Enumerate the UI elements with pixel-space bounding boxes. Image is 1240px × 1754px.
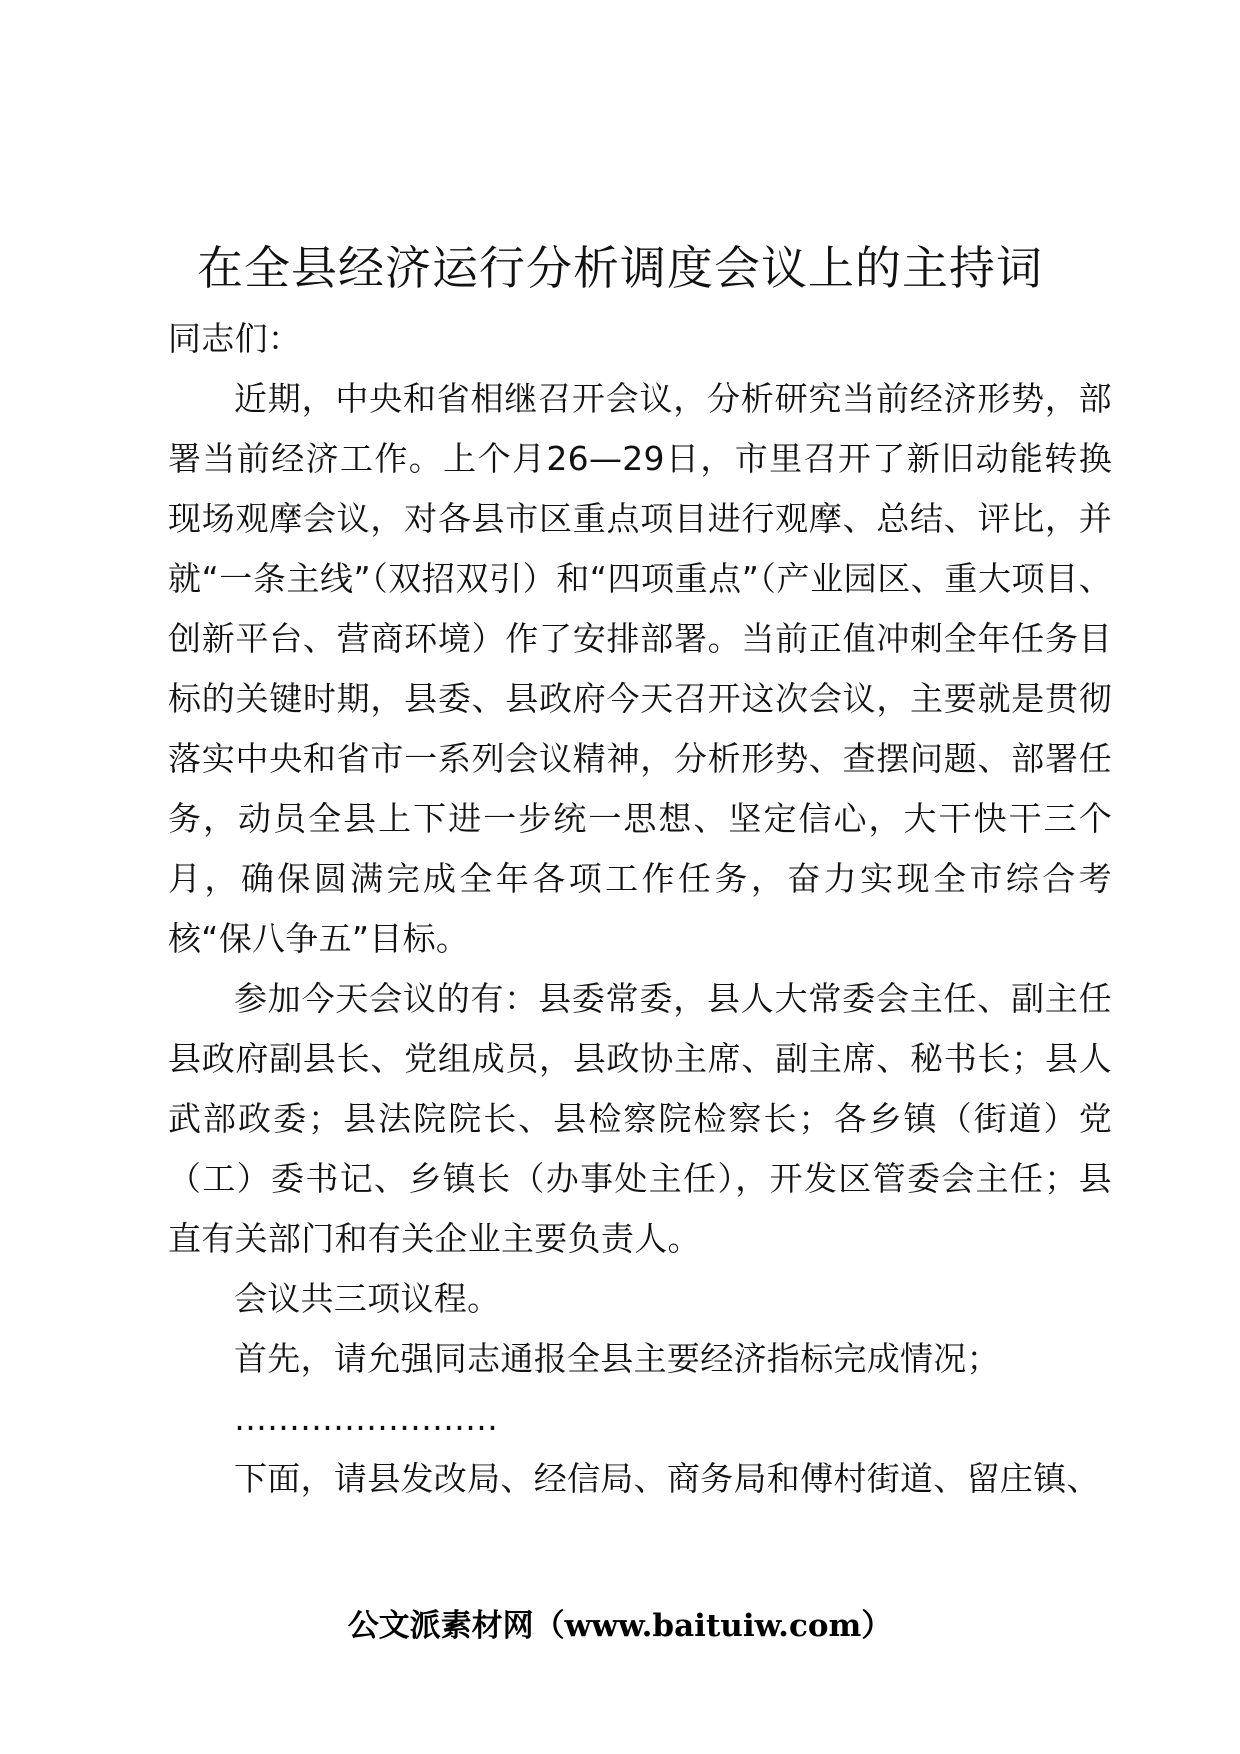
paragraph-attendees: 参加今天会议的有：县委常委，县人大常委会主任、副主任县政府副县长、党组成员，县政协主席、副主席、秘书长；县人武部政委；县法院院长、县检察院检察长；各乡镇（街道）党（工）委书记、乡镇长（办事处主任），开发区管委会主任；县直有关部门和有关企业主要负责人。 [168,979,1112,1258]
footer-watermark: 公文派素材网（www.baituiw.com） [347,1608,893,1644]
salutation: 同志们： [168,319,302,358]
ellipsis-line: …………………… [234,1399,498,1438]
paragraph-next-item: 下面，请县发改局、经信局、商务局和傅村街道、留庄镇、 [234,1459,1100,1498]
paragraph-intro: 近期，中央和省相继召开会议，分析研究当前经济形势，部署当前经济工作。上个月26—29日，市里召开了新旧动能转换现场观摩会议，对各县市区重点项目进行观摩、总结、评比，并就“一条主线”（双招双引）和“四项重点”（产业园区、重大项目、创新平台、营商环境）作了安排部署。当前正值冲刺全年任务目标的关键时期，县委、县政府今天召开这次会议，主要就是贯彻落实中央和省市一系列会议精神，分析形势、查摆问题、部署任务，动员全县上下进一步统一思想、坚定信心，大干快干三个月，确保圆满完成全年各项工作任务，奋力实现全市综合考核“保八争五”目标。 [168,379,1112,958]
paragraph-first-item: 首先，请允强同志通报全县主要经济指标完成情况； [234,1339,1000,1378]
document-body [168,309,1112,1509]
paragraph-agenda: 会议共三项议程。 [234,1279,501,1318]
document-title: 在全县经济运行分析调度会议上的主持词 [197,241,1043,295]
